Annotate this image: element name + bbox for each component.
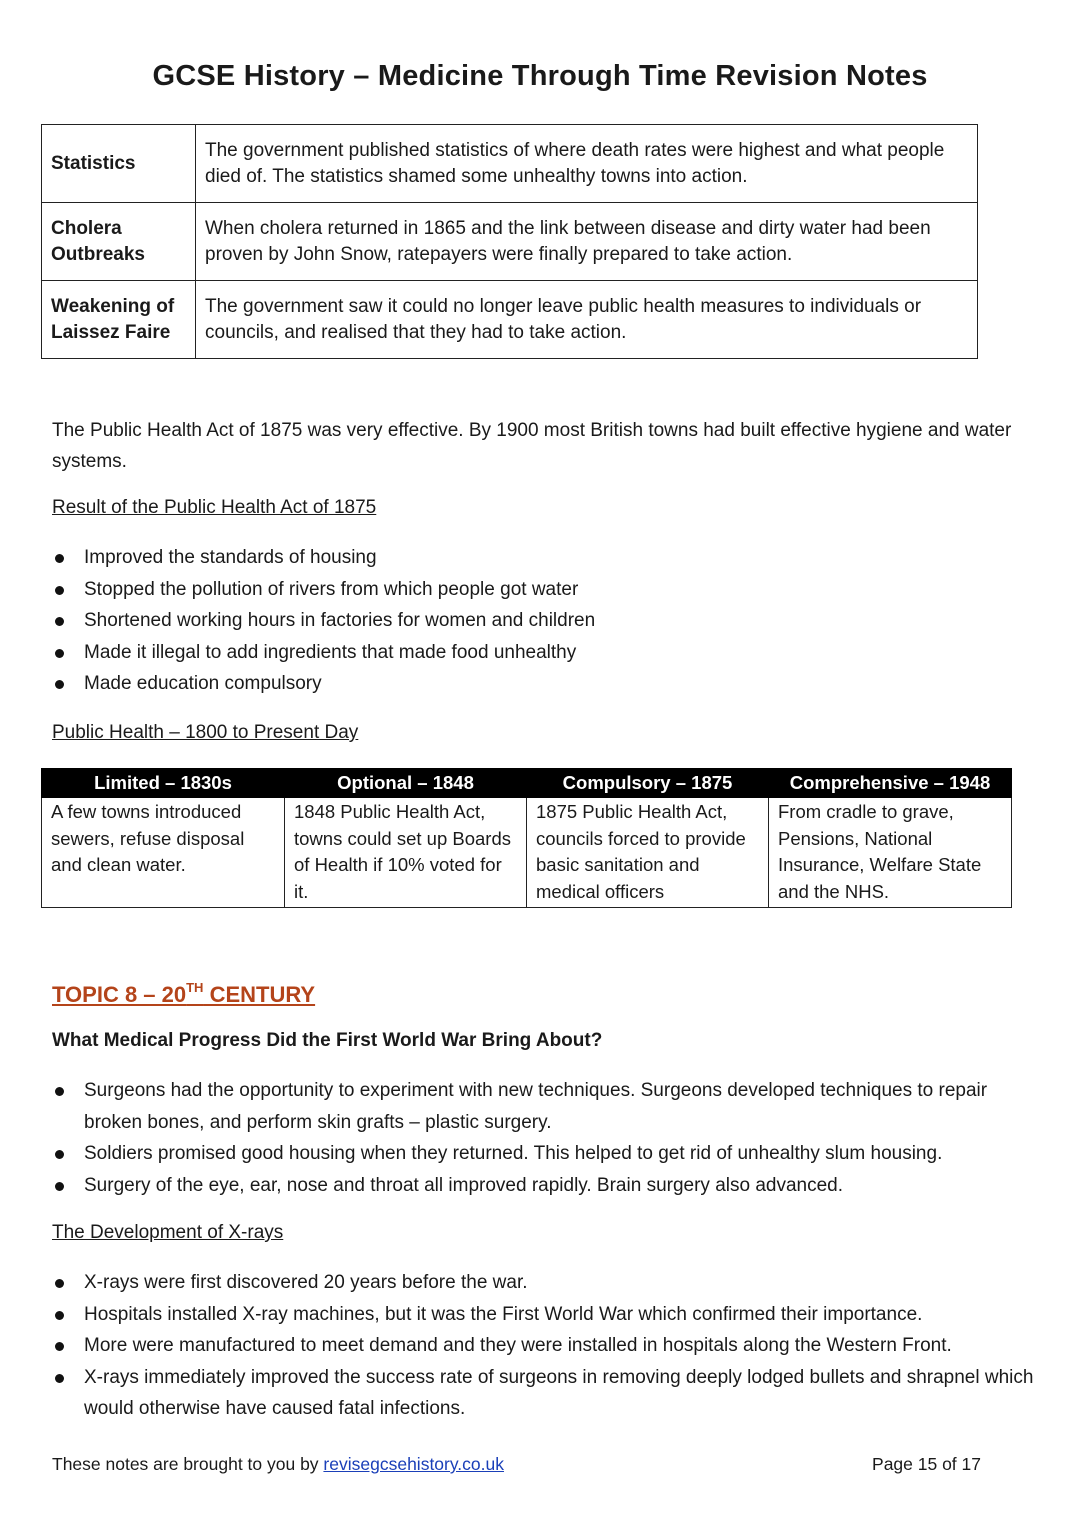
factor-label: Cholera Outbreaks [42,203,196,281]
timeline-heading: Public Health – 1800 to Present Day [52,722,359,743]
footer [52,1453,504,1475]
topic-prefix: TOPIC 8 – 20 [52,982,187,1007]
footer-text: These notes are brought to you by [52,1454,324,1474]
ww1-question: What Medical Progress Did the First World War Bring About? [52,1030,603,1051]
topic-heading [52,974,315,1009]
result-heading: Result of the Public Health Act of 1875 [52,497,377,518]
list-item: More were manufactured to meet demand and they were installed in hospitals along the Western Front. [52,1330,1037,1362]
factor-label: Weakening of Laissez Faire [42,281,196,359]
list-item: Stopped the pollution of rivers from which people got water [52,574,595,606]
xray-heading: The Development of X-rays [52,1222,284,1243]
timeline-cell: A few towns introduced sewers, refuse disposal and clean water. [42,798,285,908]
list-item: Made it illegal to add ingredients that made food unhealthy [52,637,595,669]
list-item: Hospitals installed X-ray machines, but it was the First World War which confirmed their importance. [52,1299,1037,1331]
timeline-header-row [42,769,1012,798]
timeline-cell: 1848 Public Health Act, towns could set up Boards of Health if 10% voted for it. [285,798,527,908]
xray-list [52,1267,1037,1425]
timeline-cell: 1875 Public Health Act, councils forced to provide basic sanitation and medical officers [527,798,769,908]
table-row [42,125,978,203]
timeline-body-row [42,798,1012,908]
intro-paragraph: The Public Health Act of 1875 was very effective. By 1900 most British towns had built effective hygiene and water systems. [52,420,1012,472]
list-item: Made education compulsory [52,668,595,700]
list-item: Surgery of the eye, ear, nose and throat all improved rapidly. Brain surgery also advanced. [52,1170,1022,1202]
factor-description: When cholera returned in 1865 and the link between disease and dirty water had been proven by John Snow, ratepayers were finally prepared to take action. [196,203,978,281]
factor-label: Statistics [42,125,196,203]
list-item: X-rays immediately improved the success rate of surgeons in removing deeply lodged bullets and shrapnel which would otherwise have caused fatal infections. [52,1362,1037,1425]
timeline-col-title: Compulsory – 1875 [527,769,769,798]
list-item: Surgeons had the opportunity to experiment with new techniques. Surgeons developed techniques to repair broken bones, and perform skin grafts – plastic surgery. [52,1075,1022,1138]
list-item: Improved the standards of housing [52,542,595,574]
footer-link[interactable]: revisegcsehistory.co.uk [323,1454,505,1474]
topic-suffix: CENTURY [203,982,316,1007]
factor-description: The government saw it could no longer leave public health measures to individuals or councils, and realised that they had to take action. [196,281,978,359]
factor-description: The government published statistics of where death rates were highest and what people died of. The statistics shamed some unhealthy towns into action. [196,125,978,203]
table-row [42,281,978,359]
timeline-col-title: Optional – 1848 [285,769,527,798]
ww1-list [52,1075,1022,1201]
page-number: Page 15 of 17 [872,1454,981,1474]
table-row [42,203,978,281]
list-item: X-rays were first discovered 20 years before the war. [52,1267,1037,1299]
topic-superscript: TH [186,980,204,995]
factors-table [41,124,978,359]
list-item: Soldiers promised good housing when they returned. This helped to get rid of unhealthy slum housing. [52,1138,1022,1170]
page-title: GCSE History – Medicine Through Time Revision Notes [152,60,928,92]
result-list [52,542,595,700]
timeline-col-title: Comprehensive – 1948 [769,769,1012,798]
list-item: Shortened working hours in factories for women and children [52,605,595,637]
timeline-cell: From cradle to grave, Pensions, National Insurance, Welfare State and the NHS. [769,798,1012,908]
timeline-table [41,768,1012,908]
timeline-col-title: Limited – 1830s [42,769,285,798]
